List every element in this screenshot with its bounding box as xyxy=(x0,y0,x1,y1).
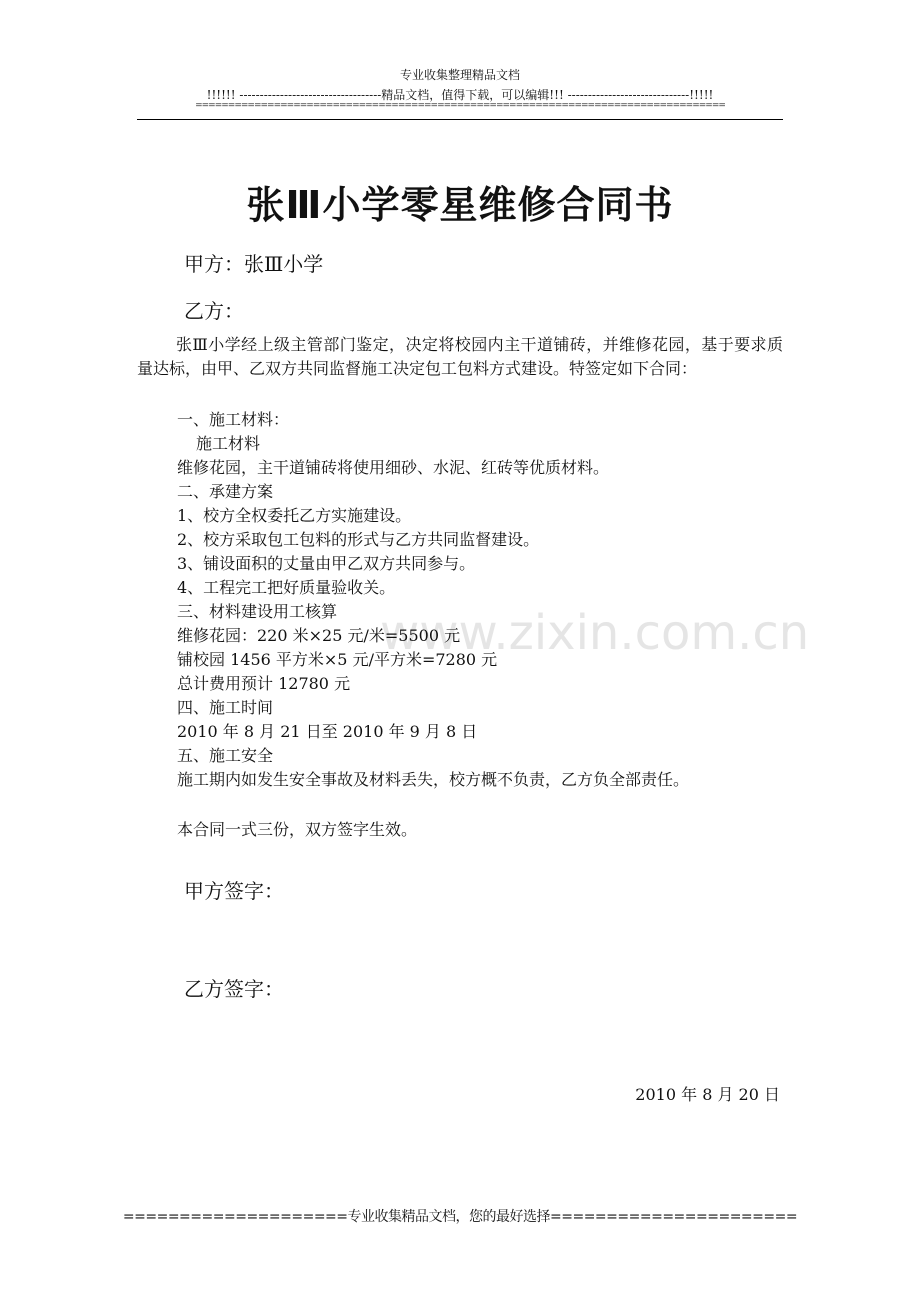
section-text: 维修花园：220 米×25 元/米=5500 元 xyxy=(177,626,461,645)
closing-text: 本合同一式三份，双方签字生效。 xyxy=(177,820,418,839)
watermark: www.zixin.com.cn xyxy=(380,605,810,661)
section-heading: 四、施工时间 xyxy=(177,698,274,717)
header-rule xyxy=(137,119,783,120)
section-heading: 二、承建方案 xyxy=(177,482,274,501)
header-divider-text: ================================================================================= xyxy=(195,101,725,111)
document-title: 张Ⅲ小学零星维修合同书 xyxy=(246,183,674,227)
signature-party-b: 乙方签字： xyxy=(184,977,284,1001)
intro-paragraph: 张Ⅲ小学经上级主管部门鉴定，决定将校园内主干道铺砖，并维修花园，基于要求质量达标，由甲、乙双方共同监督施工决定包工包料方式建设。特签定如下合同： xyxy=(137,335,783,378)
section-heading: 三、材料建设用工核算 xyxy=(177,602,338,621)
section-text: 维修花园，主干道铺砖将使用细砂、水泥、红砖等优质材料。 xyxy=(177,458,610,477)
section-subheading: 施工材料 xyxy=(196,434,261,453)
header-title: 专业收集整理精品文档 xyxy=(399,68,520,82)
section-text: 2010 年 8 月 21 日至 2010 年 9 月 8 日 xyxy=(177,722,478,741)
header-notice: !!!!!! -----------------------------------精品文档，值得下载，可以编辑!!! ------------------------------!!!!! xyxy=(206,88,714,102)
section-text: 总计费用预计 12780 元 xyxy=(177,674,351,693)
party-a: 甲方：张Ⅲ小学 xyxy=(184,252,324,276)
section-text: 2、校方采取包工包料的形式与乙方共同监督建设。 xyxy=(177,530,540,549)
section-text: 1、校方全权委托乙方实施建设。 xyxy=(177,506,412,525)
section-text: 3、铺设面积的丈量由甲乙双方共同参与。 xyxy=(177,554,476,573)
page-footer: ====================专业收集精品文档，您的最好选择====================== xyxy=(122,1209,798,1225)
document-date: 2010 年 8 月 20 日 xyxy=(635,1085,780,1104)
section-heading: 一、施工材料： xyxy=(177,410,290,429)
section-text: 4、工程完工把好质量验收关。 xyxy=(177,578,396,597)
signature-party-a: 甲方签字： xyxy=(184,879,284,903)
section-text: 施工期内如发生安全事故及材料丢失，校方概不负责，乙方负全部责任。 xyxy=(177,770,690,789)
section-text: 铺校园 1456 平方米×5 元/平方米=7280 元 xyxy=(177,650,498,669)
section-heading: 五、施工安全 xyxy=(177,746,274,765)
party-b: 乙方： xyxy=(184,299,244,323)
